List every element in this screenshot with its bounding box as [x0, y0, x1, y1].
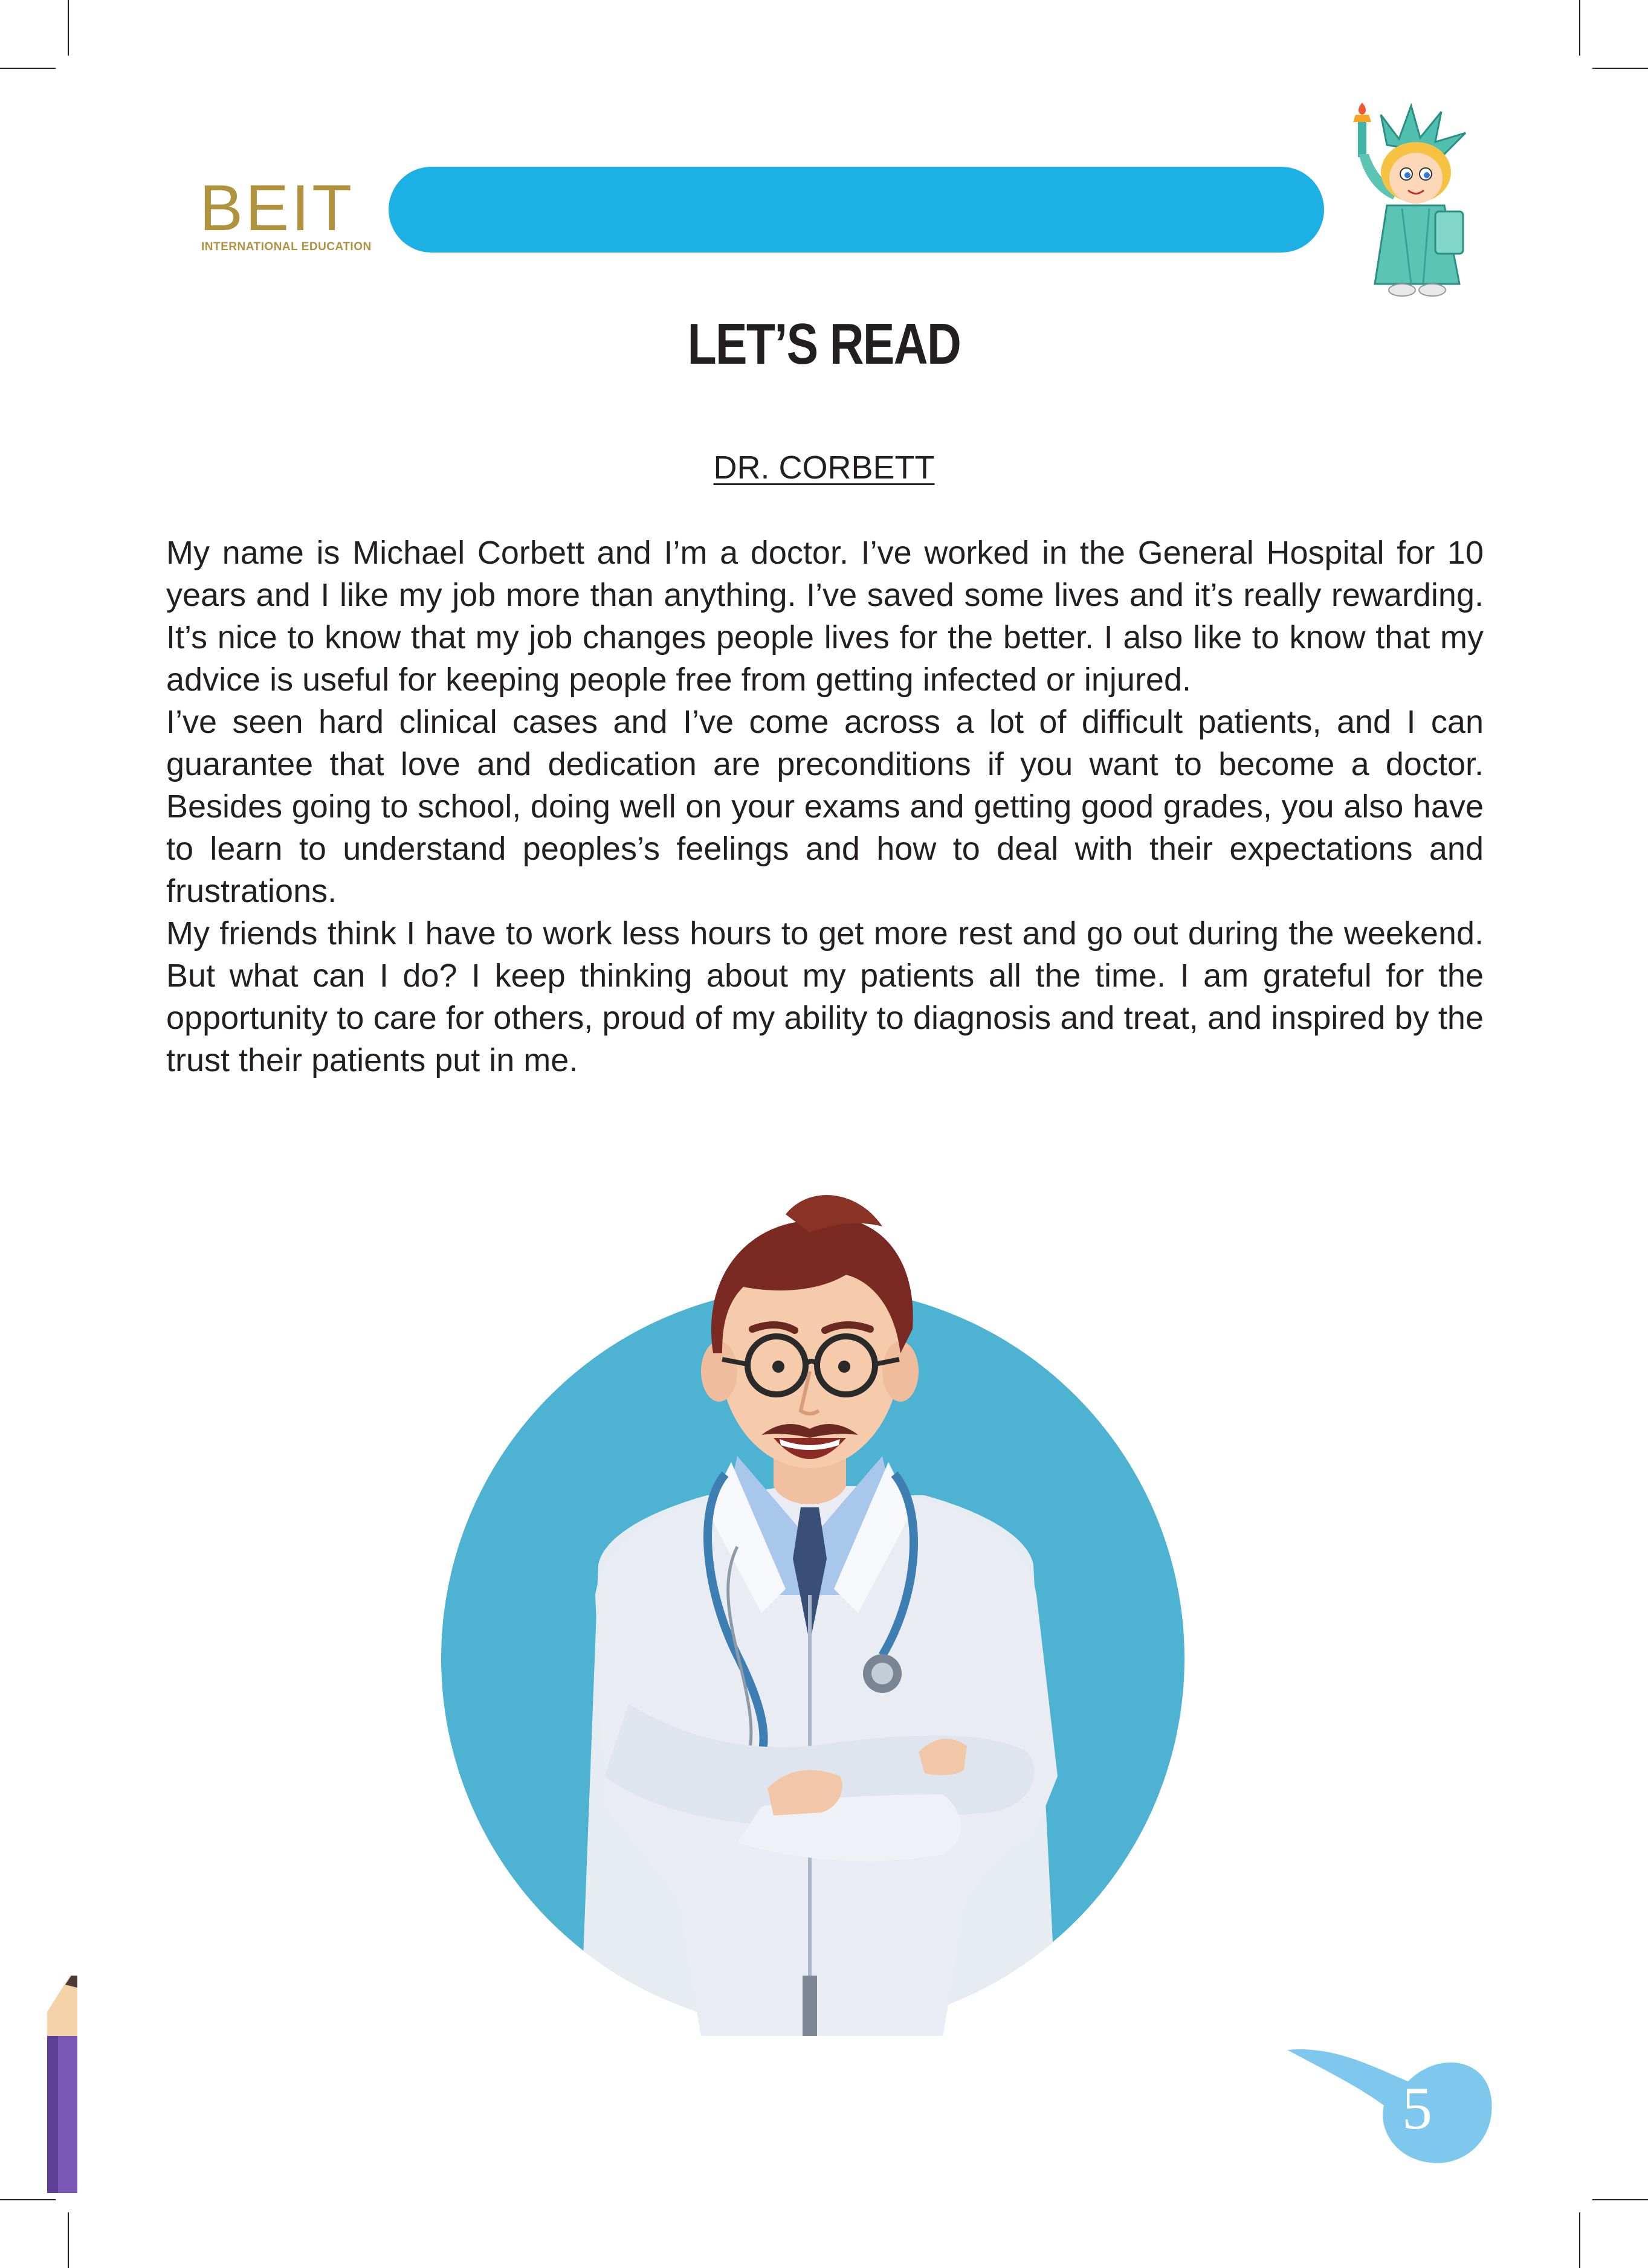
crop-mark [1592, 2199, 1648, 2200]
story-paragraph: My friends think I have to work less hours to get more rest and go out during the weekend. But what can I do? I keep thinking about my patients all the time. I am grateful for the opportunity to care for others, proud of my ability to diagnosis and treat, and inspired by the trust their patients put in me. [166, 915, 1484, 1078]
story-body [166, 532, 1484, 1081]
page-title: LET’S READ [687, 312, 961, 376]
doctor-illustration-icon [423, 1172, 1221, 2036]
story-title [0, 449, 1648, 486]
crop-mark [68, 2212, 69, 2268]
pencil-icon [47, 1976, 77, 2193]
story-title-text: DR. CORBETT [713, 449, 935, 486]
crop-mark [1579, 0, 1580, 56]
crop-mark [1579, 2212, 1580, 2268]
story-paragraph: My name is Michael Corbett and I’m a doctor. I’ve worked in the General Hospital for 10 years and I like my job more than anything. I’ve saved some lives and it’s really rewarding. It’s nice to know that my job changes people lives for the better. I also like to know that my advice is useful for keeping people free from getting infected or injured. [166, 535, 1484, 698]
statue-of-liberty-mascot-icon [1345, 103, 1484, 302]
story-paragraph: I’ve seen hard clinical cases and I’ve come across a lot of difficult patients, and I can guarantee that love and dedication are preconditions if you want to become a doctor. Besides going to school, doing well on your exams and getting good grades, you also have to learn to understand peoples’s feelings and how to deal with their expectations and frustrations. [166, 704, 1484, 909]
logo-tagline: INTERNATIONAL EDUCATION [201, 240, 372, 253]
crop-mark [0, 2199, 56, 2200]
page-number: 5 [1402, 2075, 1432, 2142]
logo-wordmark: BEIT [199, 171, 355, 244]
header-banner [389, 167, 1324, 253]
crop-mark [0, 68, 56, 69]
crop-mark [68, 0, 69, 56]
crop-mark [1592, 68, 1648, 69]
